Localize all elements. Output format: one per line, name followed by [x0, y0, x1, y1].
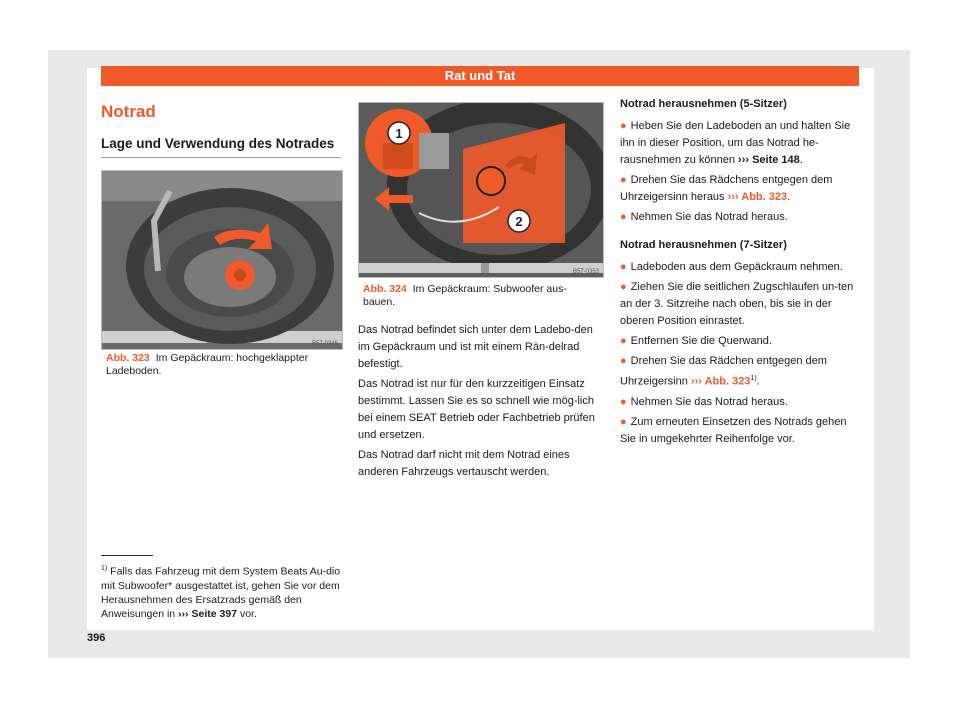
list-item: ● Entfernen Sie die Querwand. [620, 335, 772, 347]
bullet-icon: ● [620, 415, 627, 428]
figure-caption-324 [363, 283, 597, 309]
page-title: Notrad [101, 102, 156, 121]
subwoofer-illustration [359, 103, 603, 277]
list-item: ● Ziehen Sie die seitlichen Zugschlaufen un-ten an der 3. Sitzreihe nach oben, bis sie in der oberen Position einrastet. [620, 281, 854, 327]
svg-text:1: 1 [395, 126, 403, 141]
cross-reference-link[interactable]: ››› Seite 148 [738, 154, 800, 166]
figure-number: Abb. 324 [363, 283, 407, 295]
bullet-icon: ● [620, 335, 627, 347]
list-item: ● Zum erneuten Einsetzen des Notrads gehen Sie in umgekehrter Reihenfolge vor. [620, 415, 847, 445]
list-item: ● Drehen Sie das Rädchens entgegen dem Uhrzeigersinn heraus ››› Abb. 323. [620, 174, 833, 203]
figure-caption-323 [106, 352, 336, 378]
paragraph: Das Notrad befindet sich unter dem Ladebo-den im Gepäckraum und ist mit einem Rän-delrad befestigt. [358, 324, 593, 370]
paragraph: Das Notrad ist nur für den kurzzeitigen Einsatz bestimmt. Lassen Sie es so schnell wie mög-lich bei einem SEAT Betrieb oder Fachbetrieb prüfen und ersetzen. [358, 378, 595, 441]
figure-code: B57-0346 [311, 341, 338, 347]
section-header: Rat und Tat [101, 66, 859, 86]
instructions [620, 96, 860, 451]
figure-number: Abb. 323 [106, 352, 150, 364]
cross-reference-link[interactable]: ››› Abb. 323 [690, 375, 751, 388]
figure-spare-wheel [101, 170, 343, 350]
caption-text: Im Gepäckraum: hochgeklappter Ladeboden. [106, 352, 309, 377]
bullet-icon: ● [620, 281, 627, 293]
caption-text: Im Gepäckraum: Subwoofer aus-bauen. [363, 283, 567, 308]
heading-7-seater: Notrad herausnehmen (7-Sitzer) [620, 239, 787, 251]
list-item: ● Nehmen Sie das Notrad heraus. [620, 211, 788, 223]
figure-subwoofer [358, 102, 604, 278]
list-item: ● Nehmen Sie das Notrad heraus. [620, 395, 788, 408]
list-item: ● Heben Sie den Ladeboden an und halten Sie ihn in dieser Position, um das Notrad he-rausnehmen zu können ››› Seite 148. [620, 120, 851, 166]
heading-5-seater: Notrad herausnehmen (5-Sitzer) [620, 98, 787, 110]
footnote: $^{1)}$ Falls das Fahrzeug mit dem System Beats Au-dio mit Subwoofer* ausgestattet ist, gehen Sie vor dem Herausnehmen des Ersatzrads gemäß den Anweisungen in ››› Seite 397 vor. [101, 565, 341, 620]
page-number: 396 [87, 632, 106, 644]
subtitle-rule [101, 157, 341, 158]
cross-reference-link[interactable]: ››› Seite 397 [178, 607, 238, 620]
footnote-mark: 1) [101, 565, 108, 572]
bullet-icon: ● [620, 395, 627, 408]
cross-reference-link[interactable]: ››› Abb. 323 [727, 191, 788, 203]
body-text [358, 322, 602, 484]
bullet-icon: ● [620, 174, 627, 186]
bullet-icon: ● [620, 211, 627, 223]
spare-wheel-illustration [102, 171, 342, 349]
footnote-marker: 1) [750, 375, 757, 382]
svg-text:2: 2 [515, 214, 523, 229]
bullet-icon: ● [620, 355, 627, 367]
list-item: ● Ladeboden aus dem Gepäckraum nehmen. [620, 261, 843, 273]
paragraph: Das Notrad darf nicht mit dem Notrad eines anderen Fahrzeugs vertauscht werden. [358, 449, 570, 478]
figure-code: B57-0353 [572, 269, 599, 275]
footnote-rule [101, 555, 153, 556]
list-item: ● Drehen Sie das Rädchen entgegen dem Uhrzeigersinn ››› Abb. 323$^{1)}$. [620, 355, 827, 388]
bullet-icon: ● [620, 120, 627, 132]
section-subtitle: Lage und Verwendung des Notrades [101, 136, 335, 151]
bullet-icon: ● [620, 261, 627, 273]
